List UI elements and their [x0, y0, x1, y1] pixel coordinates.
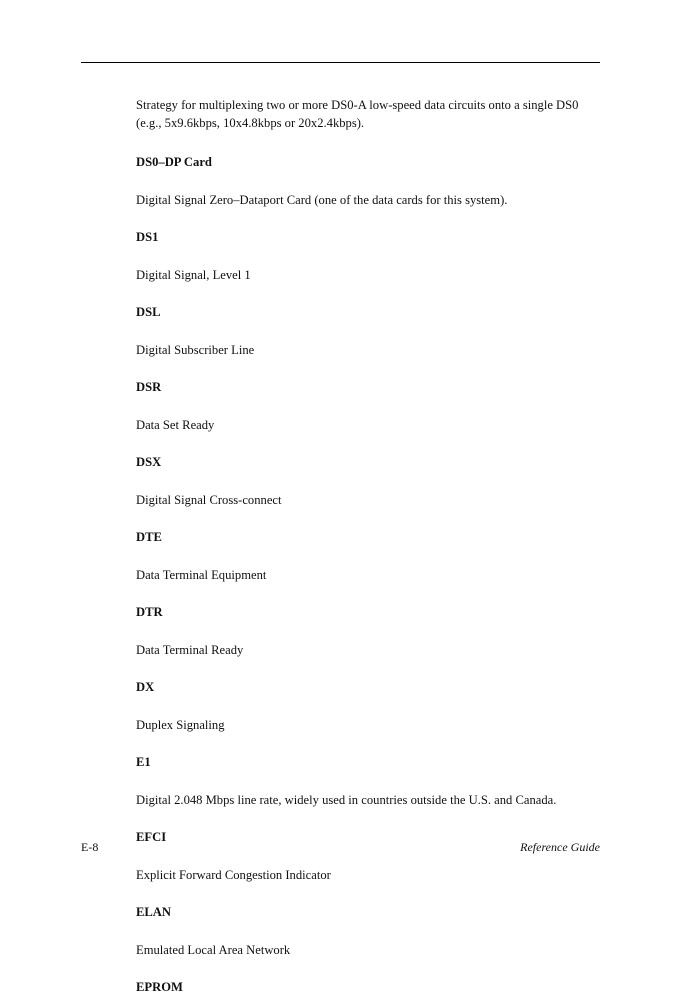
glossary-term: DSX: [136, 455, 162, 469]
glossary-term: DTE: [136, 530, 162, 544]
glossary-entry: [136, 303, 606, 359]
glossary-definition: Digital Signal, Level 1: [136, 268, 251, 282]
glossary-definition: Data Terminal Equipment: [136, 568, 267, 582]
glossary-term: DTR: [136, 605, 163, 619]
glossary-term: DSL: [136, 305, 161, 319]
glossary-entry: [136, 828, 606, 884]
header-rule: [81, 62, 600, 63]
glossary-entry: [136, 978, 606, 996]
glossary-term: DX: [136, 680, 155, 694]
glossary-definition: Emulated Local Area Network: [136, 943, 291, 957]
glossary-definition: Duplex Signaling: [136, 718, 225, 732]
glossary-content: [136, 96, 606, 996]
glossary-term: EPROM: [136, 980, 183, 994]
glossary-definition: Digital Signal Cross-connect: [136, 493, 282, 507]
glossary-definition: Data Set Ready: [136, 418, 215, 432]
glossary-entry: [136, 378, 606, 434]
glossary-entry: [136, 603, 606, 659]
glossary-term: DS1: [136, 230, 159, 244]
glossary-definition: Digital Subscriber Line: [136, 343, 255, 357]
glossary-entry: [136, 228, 606, 284]
intro-paragraph: Strategy for multiplexing two or more DS0-A low-speed data circuits onto a single DS0 (e.g., 5x9.6kbps, 10x4.8kbps or 20x2.4kbps).: [136, 98, 579, 130]
glossary-definition: Data Terminal Ready: [136, 643, 244, 657]
glossary-definition: Explicit Forward Congestion Indicator: [136, 868, 331, 882]
glossary-term: E1: [136, 755, 151, 769]
glossary-definition: Digital 2.048 Mbps line rate, widely used in countries outside the U.S. and Canada.: [136, 793, 557, 807]
glossary-entry: [136, 453, 606, 509]
glossary-entry: [136, 903, 606, 959]
glossary-term: DSR: [136, 380, 162, 394]
glossary-entry: [136, 678, 606, 734]
glossary-entry: [136, 153, 606, 209]
glossary-term: DS0–DP Card: [136, 155, 212, 169]
glossary-entry: [136, 528, 606, 584]
glossary-term: ELAN: [136, 905, 171, 919]
page-number: E-8: [81, 840, 99, 854]
glossary-entry: [136, 753, 606, 809]
glossary-definition: Digital Signal Zero–Dataport Card (one of the data cards for this system).: [136, 193, 508, 207]
document-title: Reference Guide: [520, 840, 600, 854]
glossary-term: EFCI: [136, 830, 167, 844]
